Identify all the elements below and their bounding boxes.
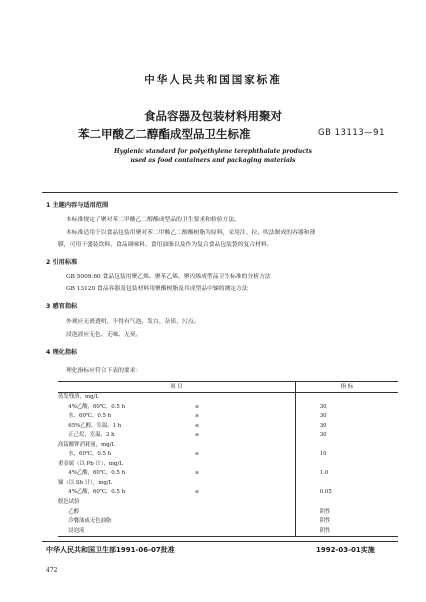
table-cell-operator: ≤ bbox=[194, 413, 200, 420]
table-cell-value bbox=[295, 498, 398, 508]
table-cell-value: 阴性 bbox=[295, 508, 398, 518]
table-row bbox=[58, 469, 398, 479]
table-cell-item: 锑（以 Sb 计），mg/L bbox=[58, 479, 113, 486]
top-divider bbox=[42, 192, 398, 193]
bottom-divider bbox=[42, 541, 398, 542]
reference-standard-1: GB 5009.60 食品包装用聚乙烯、聚苯乙烯、聚丙烯成型品卫生标准的分析方法 bbox=[66, 274, 271, 280]
table-cell-item: 65%乙醇，室温，1 h bbox=[58, 422, 122, 429]
table-row bbox=[58, 498, 398, 508]
table-cell-operator bbox=[177, 393, 296, 403]
table-row bbox=[58, 508, 398, 518]
section-2-title: 2 引用标准 bbox=[46, 259, 78, 266]
table-cell-item: 浸泡液 bbox=[58, 527, 177, 537]
english-title-line2: used as food containers and packaging materials bbox=[130, 157, 296, 164]
section-4-title: 4 理化指标 bbox=[46, 349, 78, 356]
table-header-row bbox=[58, 382, 398, 393]
section-1-title: 1 主题内容与适用范围 bbox=[46, 202, 109, 209]
table-row bbox=[58, 412, 398, 422]
table-cell-item: 4%乙酸，60℃，0.5 h bbox=[58, 489, 126, 496]
section-3-paragraph-2: 浸泡液应无色、无味、无臭。 bbox=[66, 332, 142, 338]
document-title-line2: 苯二甲酸乙二醇酯成型品卫生标准 bbox=[78, 127, 251, 141]
table-cell-item: 脱色试验 bbox=[58, 499, 80, 506]
table-cell-value: 阴性 bbox=[295, 517, 398, 527]
table-cell-item: 4%乙酸，60℃，0.5 h bbox=[58, 470, 126, 477]
reference-standard-2: GB 13120 食品容器及包装材料用聚酯树脂及其成型品中锑的测定方法 bbox=[66, 286, 248, 292]
document-title-line1: 食品容器及包装材料用聚对 bbox=[144, 109, 282, 123]
table-cell-item: 高锰酸钾消耗量，mg/L bbox=[58, 441, 116, 448]
table-cell-value: 1.0 bbox=[295, 469, 398, 479]
table-cell-value: 10 bbox=[295, 450, 398, 460]
standard-category-title: 中华人民共和国国家标准 bbox=[144, 74, 282, 86]
approval-statement: 中华人民共和国卫生部1991-06-07批准 bbox=[46, 546, 175, 554]
table-row bbox=[58, 393, 398, 403]
table-row bbox=[58, 422, 398, 432]
section-1-paragraph-1: 本标准规定了聚对苯二甲酸乙二醇酯成型品的卫生要求和检验方法。 bbox=[66, 217, 240, 223]
implementation-date: 1992-03-01实施 bbox=[316, 546, 375, 554]
table-header-item: 项 目 bbox=[58, 382, 295, 393]
table-row bbox=[58, 403, 398, 413]
table-cell-item: 正己烷，室温，2 h bbox=[58, 432, 115, 439]
table-row bbox=[58, 517, 398, 527]
table-header-value: 指 标 bbox=[295, 382, 398, 393]
section-1-paragraph-2: 本标准适用于以食品包装用聚对苯二甲酸乙二醇酯树脂为原料，采用注、拉、吹法制成的容器和薄 bbox=[66, 230, 316, 236]
section-4-paragraph-1: 理化指标应符合下表的要求： bbox=[66, 368, 142, 374]
table-cell-operator bbox=[177, 460, 296, 470]
table-row bbox=[58, 479, 398, 489]
section-1-paragraph-2-cont: 膜，可用于盛装饮料、食品调味料、食用油脂以及作为复合食品包装袋的复合材料。 bbox=[58, 242, 273, 248]
gb-standard-number: GB 13113—91 bbox=[318, 128, 385, 138]
table-cell-item: 4%乙酸，60℃，0.5 h bbox=[58, 403, 126, 410]
table-cell-operator bbox=[177, 517, 296, 527]
table-cell-operator: ≤ bbox=[194, 470, 200, 477]
table-cell-operator: ≤ bbox=[194, 432, 200, 439]
table-cell-operator: ≤ bbox=[194, 451, 200, 458]
table-cell-value bbox=[295, 393, 398, 403]
table-cell-operator: ≤ bbox=[194, 403, 200, 410]
table-cell-value: 30 bbox=[295, 403, 398, 413]
table-cell-item: 重金属（以 Pb 计），mg/L bbox=[58, 460, 123, 467]
table-cell-operator bbox=[177, 527, 296, 537]
table-cell-item: 乙醇 bbox=[58, 508, 80, 515]
table-row bbox=[58, 450, 398, 460]
table-cell-item: 水，60℃，0.5 h bbox=[58, 451, 112, 458]
table-cell-item: 冷餐油或无色油脂 bbox=[58, 518, 112, 525]
table-cell-operator bbox=[177, 508, 296, 518]
table-row bbox=[58, 488, 398, 498]
table-cell-operator: ≤ bbox=[194, 422, 200, 429]
table-row bbox=[58, 527, 398, 537]
table-cell-operator bbox=[177, 479, 296, 489]
section-3-title: 3 感官指标 bbox=[46, 303, 78, 310]
physicochemical-spec-table bbox=[58, 381, 398, 537]
table-cell-value: 30 bbox=[295, 431, 398, 441]
table-cell-operator: ≤ bbox=[194, 489, 200, 496]
table-body bbox=[58, 393, 398, 537]
table-row bbox=[58, 431, 398, 441]
table-cell-operator bbox=[177, 498, 296, 508]
table-cell-value bbox=[295, 460, 398, 470]
table-row bbox=[58, 460, 398, 470]
table-cell-value bbox=[295, 441, 398, 451]
table-row bbox=[58, 441, 398, 451]
section-3-paragraph-1: 外观应无滑透明，不得有气泡、发白、杂质、污点。 bbox=[66, 319, 200, 325]
table-cell-operator bbox=[177, 441, 296, 451]
table-cell-value: 30 bbox=[295, 422, 398, 432]
table-cell-item: 水，60℃，0.5 h bbox=[58, 413, 112, 420]
table-cell-value: 0.05 bbox=[295, 488, 398, 498]
english-title-line1: Hygienic standard for polyethylene terephthalate products bbox=[113, 148, 313, 155]
table-cell-item: 蒸发残渣，mg/L bbox=[58, 394, 99, 400]
table-cell-value bbox=[295, 479, 398, 489]
table-cell-value: 阴性 bbox=[295, 527, 398, 537]
table-cell-value: 30 bbox=[295, 412, 398, 422]
page-number: 472 bbox=[46, 567, 58, 574]
